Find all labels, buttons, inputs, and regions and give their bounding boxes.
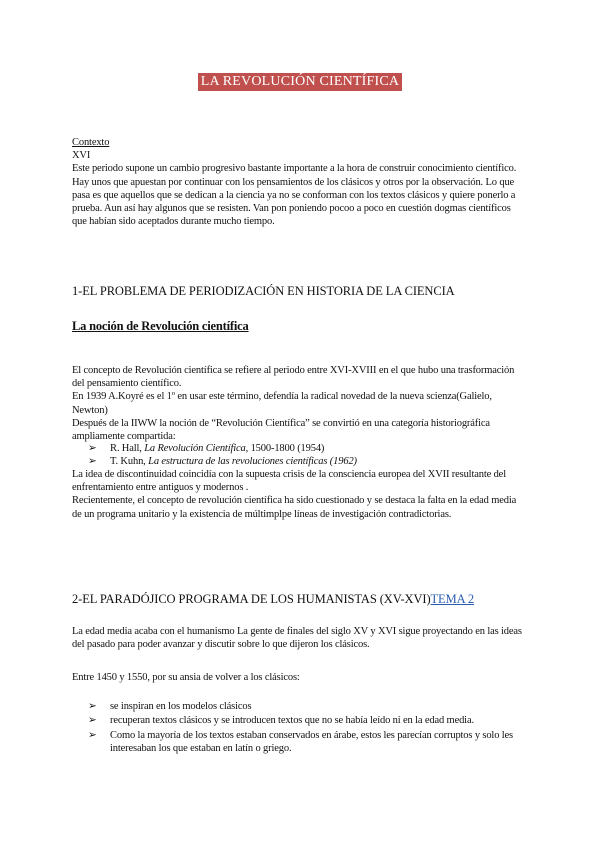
section1-paragraph-4: La idea de discontinuidad coincidía con la supuesta crisis de la consciencia europea del XVII resultante del enfrentamiento entre antiguos y modernos . [72,469,506,494]
arrow-bullet-icon: ➢ [88,730,97,741]
bullet-book-title: La estructura de las revoluciones científicas (1962) [148,456,357,467]
document-title: LA REVOLUCIÓN CIENTÍFICA [198,73,402,91]
section1-paragraph-3: Después de la IIWW la noción de “Revolución Científica” se convirtió en una categoría historiográfica ampliamente compartida: [72,417,490,443]
section1-paragraph-1: El concepto de Revolución científica se refiere al periodo entre XVI-XVIII en el que hubo una trasformación del pensamiento científico. [72,365,515,390]
list-item [88,729,528,755]
contexto-century: XVI [72,150,91,162]
bullet-text: se inspiran en los modelos clásicos [110,701,252,712]
contexto-block [72,136,522,228]
section2-paragraph-2: Entre 1450 y 1550, por su ansia de volver a los clásicos: [72,672,300,683]
list-item [88,700,528,713]
arrow-bullet-icon: ➢ [88,456,97,467]
section1-paragraph-2: En 1939 A.Koyré es el 1º en usar este término, defendía la radical novedad de la nueva scienza(Galielo, Newton) [72,391,492,416]
bullet-text: Como la mayoría de los textos estaban conservados en árabe, estos les parecían corruptos y solo les interesaban los que estaban en latín o griego. [110,730,513,755]
bullet-book-title: La Revolución Científica, [144,443,249,454]
section1-intro-block [72,364,522,443]
bullet-author: R. Hall, [110,443,145,454]
contexto-paragraph-2: Hay unos que apuestan por continuar con los pensamientos de los clásicos y otros por la observación. Lo que pasa es que aquellos que se dedican a la ciencia ya no se conforman con los textos clásicos y quiere ponerlo a prueba. Aun así hay algunos que se resisten. Van pon poniendo pocoo a poco en cuestión dogmas científicos que habían sido aceptados durante mucho tiempo. [72,176,516,228]
bullet-text: recuperan textos clásicos y se introducen textos que no se había leído ni en la edad media. [110,715,474,726]
section1-subheading: La noción de Revolución científica [72,319,249,333]
list-item [88,455,528,468]
contexto-paragraph-1: Este periodo supone un cambio progresivo bastante importante a la hora de construir conocimiento científico. [72,163,517,175]
section2-heading-line [72,592,552,607]
section2-paragraph-1: La edad media acaba con el humanismo La gente de finales del siglo XV y XVI sigue proyectando en las ideas del pasado para poder avanzar y discutir sobre lo que dijeron los clásicos. [72,626,522,651]
list-item [88,442,528,455]
section1-heading: 1-EL PROBLEMA DE PERIODIZACIÓN EN HISTORIA DE LA CIENCIA [72,284,455,298]
section1-paragraph-5: Recientemente, el concepto de revolución científica ha sido cuestionado y se destaca la falta en la edad media de un programa unitario y la existencia de múltimplpe líneas de investigación contradictorias. [72,495,517,520]
title-wrap [0,72,600,91]
section1-closing-block [72,468,522,521]
tema-2-link[interactable]: TEMA 2 [430,592,475,606]
arrow-bullet-icon: ➢ [88,715,97,726]
section2-heading: 2-EL PARADÓJICO PROGRAMA DE LOS HUMANISTAS (XV-XVI) [72,592,431,606]
bullet-author: T. Kuhn, [110,456,149,467]
contexto-heading: Contexto [72,137,110,148]
list-item [88,714,528,727]
arrow-bullet-icon: ➢ [88,701,97,712]
bullet-year: 1500-1800 (1954) [248,443,325,454]
arrow-bullet-icon: ➢ [88,443,97,454]
